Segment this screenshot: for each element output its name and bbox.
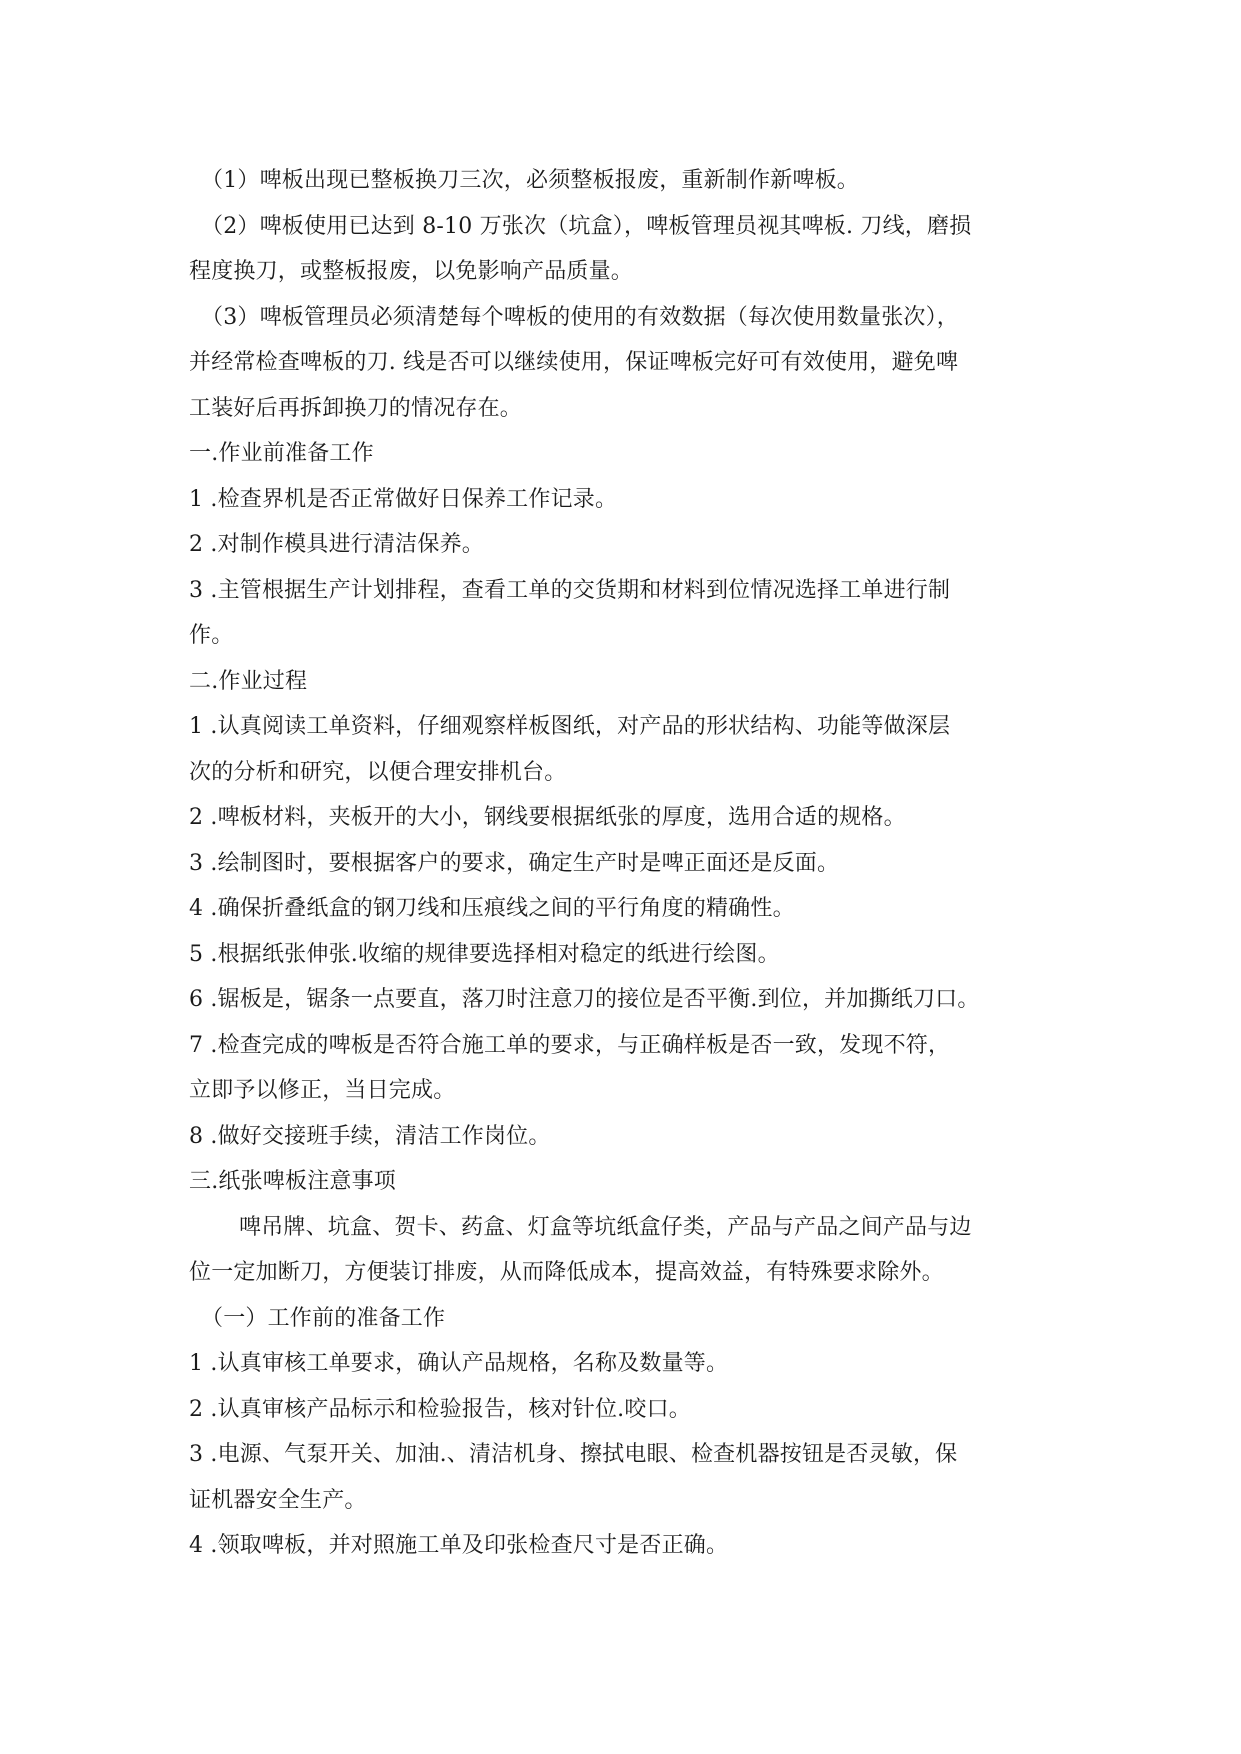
paragraph-line: 程度换刀，或整板报废，以免影响产品质量。 — [189, 259, 634, 284]
list-item: 6 .锯板是，锯条一点要直，落刀时注意刀的接位是否平衡.到位，并加撕纸刀口。 — [189, 987, 980, 1012]
list-item: 证机器安全生产。 — [189, 1487, 367, 1513]
list-item: 2 .对制作模具进行清洁保养。 — [189, 532, 484, 557]
list-item: 7 .检查完成的啤板是否符合施工单的要求，与正确样板是否一致，发现不符， — [189, 1032, 951, 1058]
paragraph-line: （2）啤板使用已达到 8-10 万张次（坑盒），啤板管理员视其啤板. 刀线，磨损 — [201, 213, 972, 239]
paragraph-line: （1）啤板出现已整板换刀三次，必须整板报废，重新制作新啤板。 — [201, 168, 859, 193]
list-item: 4 .确保折叠纸盒的钢刀线和压痕线之间的平行角度的精确性。 — [189, 896, 795, 921]
list-item: 次的分析和研究，以便合理安排机台。 — [189, 759, 567, 785]
paragraph-line: （3）啤板管理员必须清楚每个啤板的使用的有效数据（每次使用数量张次）， — [201, 304, 959, 330]
paragraph-line: 啤吊牌、坑盒、贺卡、药盒、灯盒等坑纸盒仔类，产品与产品之间产品与边 — [239, 1214, 972, 1240]
list-item: 立即予以修正，当日完成。 — [189, 1078, 456, 1103]
paragraph-line: 位一定加断刀，方便装订排废，从而降低成本，提高效益，有特殊要求除外。 — [189, 1260, 944, 1285]
section-heading: 二.作业过程 — [189, 668, 308, 694]
list-item: 4 .领取啤板，并对照施工单及印张检查尺寸是否正确。 — [189, 1533, 729, 1558]
list-item: 2 .认真审核产品标示和检验报告，核对针位.咬口。 — [189, 1396, 691, 1422]
list-item: 3 .电源、气泵开关、加油.、清洁机身、擦拭电眼、检查机器按钮是否灵敏，保 — [189, 1442, 958, 1467]
paragraph-line: 并经常检查啤板的刀. 线是否可以继续使用，保证啤板完好可有效使用，避免啤 — [189, 350, 959, 375]
list-item: 1 .检查界机是否正常做好日保养工作记录。 — [189, 486, 618, 512]
list-item: 5 .根据纸张伸张.收缩的规律要选择相对稳定的纸进行绘图。 — [189, 941, 780, 967]
list-item: 作。 — [189, 623, 234, 648]
subsection-heading: （一）工作前的准备工作 — [201, 1305, 446, 1331]
section-heading: 三.纸张啤板注意事项 — [189, 1169, 396, 1194]
list-item: 1 .认真审核工单要求，确认产品规格，名称及数量等。 — [189, 1351, 729, 1376]
section-heading: 一.作业前准备工作 — [189, 441, 374, 466]
list-item: 3 .绘制图时，要根据客户的要求，确定生产时是啤正面还是反面。 — [189, 850, 840, 876]
list-item: 2 .啤板材料，夹板开的大小，钢线要根据纸张的厚度，选用合适的规格。 — [189, 805, 906, 830]
list-item: 8 .做好交接班手续，清洁工作岗位。 — [189, 1123, 551, 1149]
list-item: 1 .认真阅读工单资料，仔细观察样板图纸，对产品的形状结构、功能等做深层 — [189, 714, 951, 739]
document-body — [189, 158, 1069, 1569]
list-item: 3 .主管根据生产计划排程，查看工单的交货期和材料到位情况选择工单进行制 — [189, 577, 951, 603]
paragraph-line: 工装好后再拆卸换刀的情况存在。 — [189, 395, 523, 421]
